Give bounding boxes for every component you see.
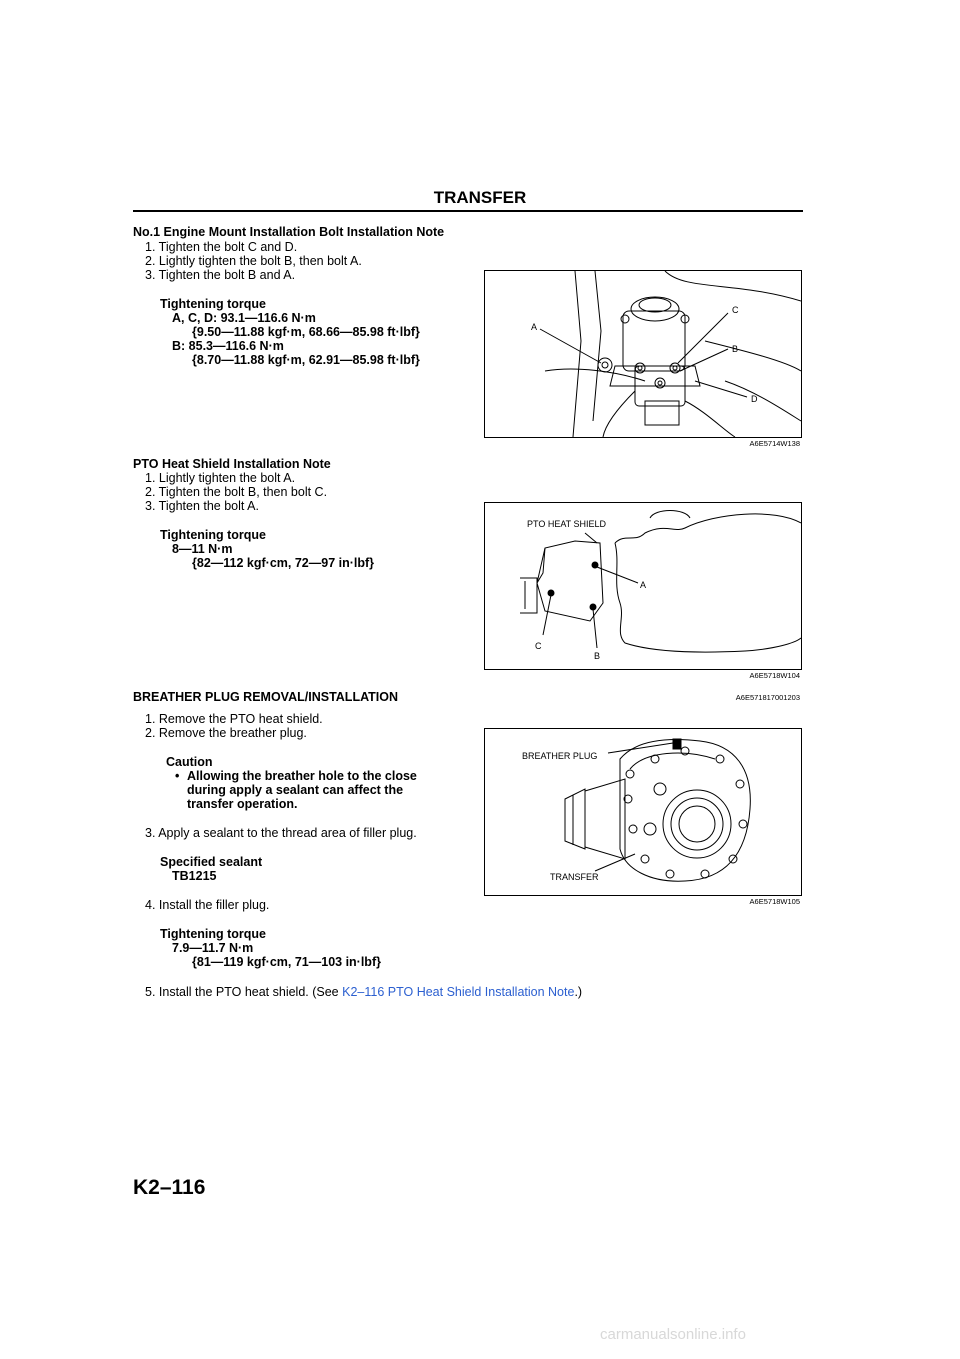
section2-torque-line-2: {82—112 kgf·cm, 72—97 in·lbf}: [192, 556, 375, 570]
section2-title: PTO Heat Shield Installation Note: [133, 457, 331, 471]
figure1-label-c: C: [732, 305, 739, 315]
figure3-label-breather-plug: BREATHER PLUG: [522, 751, 598, 761]
section3-step-4: 4. Install the filler plug.: [145, 898, 270, 912]
engine-mount-figure: [484, 270, 802, 438]
caution-line-3: transfer operation.: [187, 797, 298, 811]
figure2-label-c: C: [535, 641, 542, 651]
section3-torque-line-2: {81—119 kgf·cm, 71—103 in·lbf}: [192, 955, 381, 969]
figure2-caption: A6E5718W104: [749, 671, 800, 680]
section3-torque-heading: Tightening torque: [160, 927, 267, 941]
figure1-label-a: A: [531, 322, 538, 332]
section3-torque-line-1: 7.9—11.7 N·m: [172, 941, 254, 955]
section3-step-3: 3. Apply a sealant to the thread area of filler plug.: [145, 826, 417, 840]
section1-torque-line-4: {8.70—11.88 kgf·m, 62.91—85.98 ft·lbf}: [192, 353, 420, 367]
caution-bullet: •: [175, 769, 180, 783]
engine-mount-illustration: [485, 271, 801, 437]
section1-step-2: 2. Lightly tighten the bolt B, then bolt A.: [145, 254, 362, 268]
section1-title: No.1 Engine Mount Installation Bolt Installation Note: [133, 225, 445, 239]
sealant-heading: Specified sealant: [160, 855, 263, 869]
section3-step-1: 1. Remove the PTO heat shield.: [145, 712, 323, 726]
figure3-caption: A6E5718W105: [749, 897, 800, 906]
step5-reference-link[interactable]: K2–116 PTO Heat Shield Installation Note: [342, 985, 575, 999]
section2-step-3: 3. Tighten the bolt A.: [145, 499, 259, 513]
section1-torque-heading: Tightening torque: [160, 297, 267, 311]
section2-torque-line-1: 8—11 N·m: [172, 542, 233, 556]
section1-torque-line-1: A, C, D: 93.1—116.6 N·m: [172, 311, 316, 325]
section1-torque-line-2: {9.50—11.88 kgf·m, 68.66—85.98 ft·lbf}: [192, 325, 420, 339]
caution-line-1: Allowing the breather hole to the close: [187, 769, 417, 783]
page-header-title: TRANSFER: [433, 188, 527, 207]
step5-suffix: .): [574, 985, 583, 999]
watermark: carmanualsonline.info: [600, 1326, 746, 1343]
section2-step-1: 1. Lightly tighten the bolt A.: [145, 471, 296, 485]
figure1-caption: A6E5714W138: [749, 439, 800, 448]
section1-step-1: 1. Tighten the bolt C and D.: [145, 240, 298, 254]
section3-step-2: 2. Remove the breather plug.: [145, 726, 307, 740]
section1-torque-line-3: B: 85.3—116.6 N·m: [172, 339, 284, 353]
figure2-label-b: B: [594, 651, 601, 661]
figure3-label-transfer: TRANSFER: [550, 872, 599, 882]
header-rule: [133, 210, 803, 212]
section3-title: BREATHER PLUG REMOVAL/INSTALLATION: [133, 690, 399, 704]
breather-plug-illustration: [485, 729, 801, 895]
caution-heading: Caution: [166, 755, 213, 769]
section1-step-3: 3. Tighten the bolt B and A.: [145, 268, 296, 282]
figure1-label-d: D: [751, 394, 758, 404]
figure1-label-b: B: [732, 344, 739, 354]
section3-code: A6E571817001203: [735, 693, 800, 702]
breather-plug-figure: [484, 728, 802, 896]
sealant-value: TB1215: [172, 869, 217, 883]
figure2-label-a: A: [640, 580, 647, 590]
caution-line-2: during apply a sealant can affect the: [187, 783, 404, 797]
section2-torque-heading: Tightening torque: [160, 528, 267, 542]
page-number: K2–116: [133, 1176, 206, 1199]
step5-prefix: 5. Install the PTO heat shield. (See: [145, 985, 343, 999]
section2-step-2: 2. Tighten the bolt B, then bolt C.: [145, 485, 328, 499]
pto-heat-shield-illustration: [485, 503, 801, 669]
pto-heat-shield-figure: [484, 502, 802, 670]
section3-step-5: [145, 985, 582, 1000]
figure2-label-pto-heat-shield: PTO HEAT SHIELD: [527, 519, 607, 529]
